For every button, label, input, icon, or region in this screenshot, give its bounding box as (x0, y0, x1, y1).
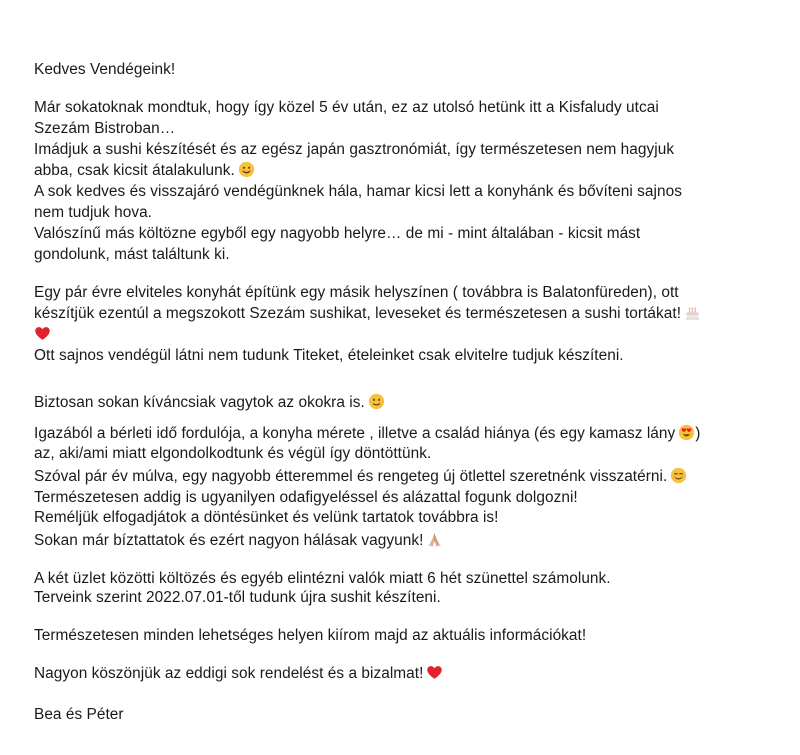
p2-line-1: Egy pár évre elviteles konyhát építünk egy másik helyszínen ( továbbra is Balatonfüreden), ott (34, 284, 679, 301)
p3-line-2-text: Igazából a bérleti idő fordulója, a konyha mérete , illetve a család hiánya (és egy kamasz lány (34, 425, 676, 442)
p3-line-1 (34, 393, 385, 413)
p3-line-2-close-paren: ) (695, 425, 701, 442)
signature: Bea és Péter (34, 706, 124, 723)
greeting: Kedves Vendégeink! (34, 61, 176, 78)
p2-line-2 (34, 304, 701, 324)
p4-line-2: Terveink szerint 2022.07.01-től tudunk újra sushit készíteni. (34, 589, 441, 606)
relieved-face-icon (670, 467, 687, 484)
p1-line-4-text: abba, csak kicsit átalakulunk. (34, 162, 235, 179)
smiling-face-icon (238, 161, 255, 178)
folded-hands-icon (426, 531, 443, 548)
birthday-cake-icon (684, 304, 701, 321)
p1-line-8: gondolunk, mást találtunk ki. (34, 246, 230, 263)
p3-line-2 (34, 424, 700, 444)
p1-line-1: Már sokatoknak mondtuk, hogy így közel 5 év után, ez az utolsó hetünk itt a Kisfaludy utcai (34, 99, 659, 116)
p1-line-5: A sok kedves és visszajáró vendégünknek hála, hamar kicsi lett a konyhánk és bővíteni sajnos (34, 183, 682, 200)
p1-line-7: Valószínű más költözne egyből egy nagyobb helyre… de mi - mint általában - kicsit mást (34, 225, 641, 242)
p2-line-3: Ott sajnos vendégül látni nem tudunk Titeket, ételeinket csak elvitelre tudjuk készíteni. (34, 347, 624, 364)
p3-line-3: az, aki/ami miatt elgondolkodtunk és végül így döntöttünk. (34, 445, 432, 462)
p3-line-6: Reméljük elfogadjátok a döntésünket és velünk tartatok továbbra is! (34, 509, 499, 526)
p1-line-4 (34, 161, 255, 181)
p1-line-2: Szezám Bistroban… (34, 120, 176, 137)
p3-line-4-text: Szóval pár év múlva, egy nagyobb étteremmel és rengeteg új ötlettel szeretnénk visszatérni. (34, 468, 668, 485)
p5-line: Természetesen minden lehetséges helyen kiírom majd az aktuális információkat! (34, 627, 587, 644)
p2-line-2-text: készítjük ezentúl a megszokott Szezám sushikat, leveseket és természetesen a sushi tortákat! (34, 305, 682, 322)
p3-line-7-text: Sokan már bíztattatok és ezért nagyon hálásak vagyunk! (34, 532, 424, 549)
p6-line (34, 664, 443, 684)
p2-heart-line (34, 325, 51, 345)
p6-text: Nagyon köszönjük az eddigi sok rendelést és a bizalmat! (34, 665, 424, 682)
red-heart-icon (426, 664, 443, 681)
red-heart-icon (34, 325, 51, 342)
slightly-smiling-face-icon (368, 393, 385, 410)
p3-line-5: Természetesen addig is ugyanilyen odafigyeléssel és alázattal fogunk dolgozni! (34, 489, 578, 506)
p4-line-1: A két üzlet közötti költözés és egyéb elintézni valók miatt 6 hét szünettel számolunk. (34, 570, 611, 587)
p1-line-6: nem tudjuk hova. (34, 204, 153, 221)
p3-line-4 (34, 467, 687, 487)
p3-line-7 (34, 531, 443, 551)
heart-eyes-face-icon (678, 424, 695, 441)
p1-line-3: Imádjuk a sushi készítését és az egész japán gasztronómiát, így természetesen nem hagyjuk (34, 141, 675, 158)
p3-line-1-text: Biztosan sokan kíváncsiak vagytok az okokra is. (34, 394, 365, 411)
